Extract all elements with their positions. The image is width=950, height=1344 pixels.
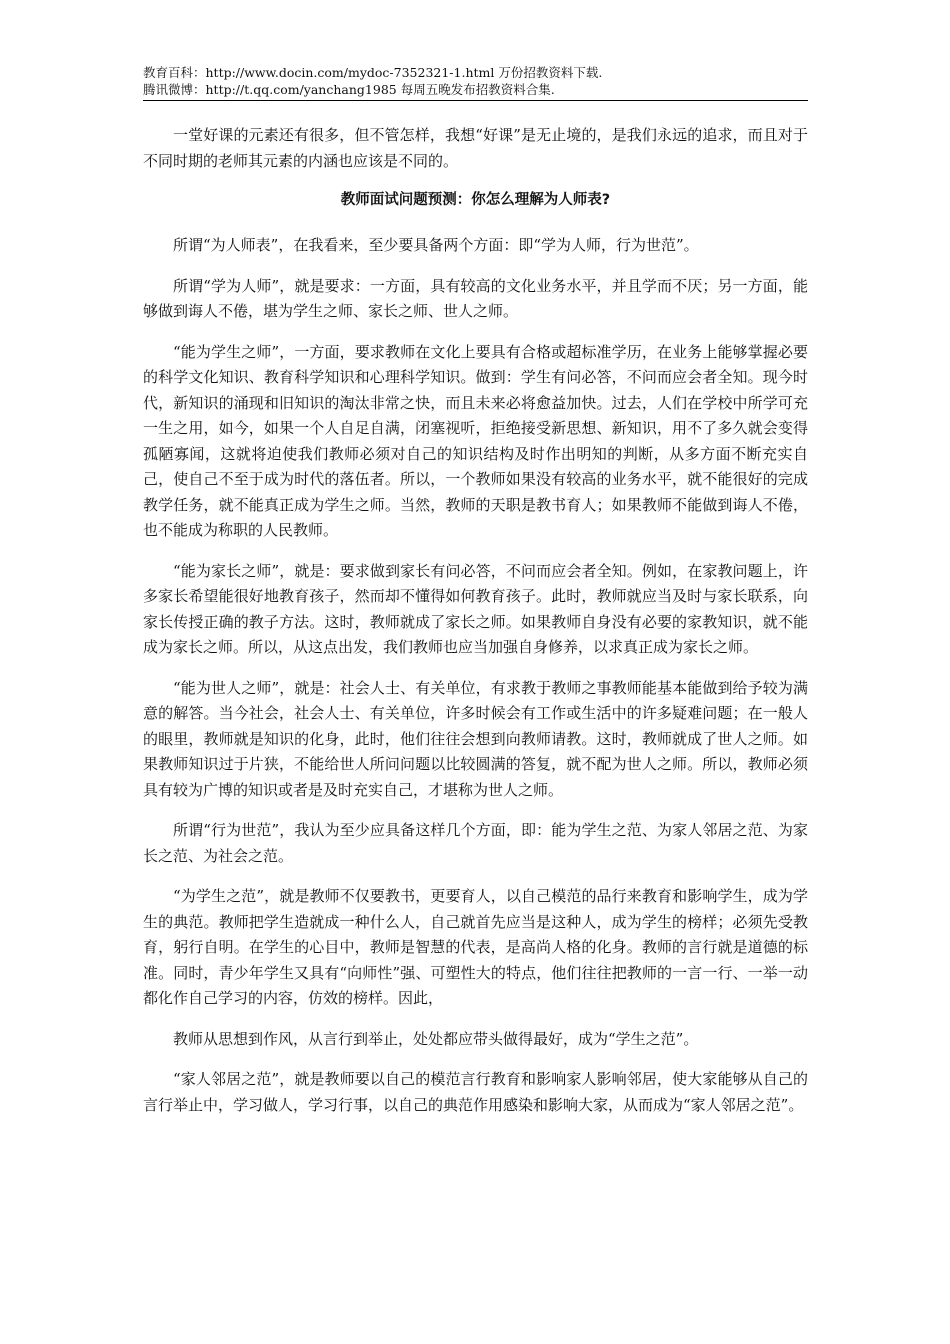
header-line-docin: 教育百科：http://www.docin.com/mydoc-7352321-1.html 万份招教资料下载.: [143, 65, 603, 80]
header-line-weibo: 腾讯微博：http://t.qq.com/yanchang1985 每周五晚发布招教资料合集.: [143, 82, 555, 97]
section-heading: 教师面试问题预测：你怎么理解为人师表?: [340, 192, 611, 208]
paragraph-definition: 所谓“为人师表”，在我看来，至少要具备两个方面：即“学为人师，行为世范”。: [173, 236, 699, 254]
intro-paragraph: 一堂好课的元素还有很多，但不管怎样，我想“好课”是无止境的，是我们永远的追求，而且对于不同时期的老师其元素的内涵也应该是不同的。: [143, 126, 808, 170]
paragraph-xue-wei-ren-shi: 所谓“学为人师”，就是要求：一方面，具有较高的文化业务水平，并且学而不厌；另一方面，能够做到诲人不倦，堪为学生之师、家长之师、世人之师。: [143, 276, 808, 320]
paragraph-lead-by-example: 教师从思想到作风，从言行到举止，处处都应带头做得最好，成为“学生之范”。: [173, 1029, 699, 1048]
paragraph-public-teacher: “能为世人之师”，就是：社会人士、有关单位，有求教于教师之事教师能基本能做到给予较为满意的解答。当今社会，社会人士、有关单位，许多时候会有工作或生活中的许多疑难问题；在一般人的眼里，教师就是知识的化身，此时，他们往往会想到向教师请教。这时，教师就成了世人之师。如果教师知识过于片狭，不能给世人所问问题以比较圆满的答复，就不配为世人之师。所以，教师必须具有较为广博的知识或者是及时充实自己，才堪称为世人之师。: [143, 678, 808, 799]
paragraph-family-neighbor-model: “家人邻居之范”，就是教师要以自己的模范言行教育和影响家人影响邻居，使大家能够从自己的言行举止中，学习做人，学习行事，以自己的典范作用感染和影响大家，从而成为“家人邻居之范”。: [143, 1070, 808, 1114]
paragraph-xing-wei-shi-fan: 所谓“行为世范”，我认为至少应具备这样几个方面，即：能为学生之范、为家人邻居之范、为家长之范、为社会之范。: [143, 821, 808, 865]
paragraph-student-model: “为学生之范”，就是教师不仅要教书，更要育人，以自己模范的品行来教育和影响学生，成为学生的典范。教师把学生造就成一种什么人，自己就首先应当是这种人，成为学生的榜样；必须先受教育，躬行自明。在学生的心目中，教师是智慧的代表，是高尚人格的化身。教师的言行就是道德的标准。同时，青少年学生又具有“向师性”强、可塑性大的特点，他们往往把教师的一言一行、一举一动都化作自己学习的内容，仿效的榜样。因此，: [143, 887, 808, 1007]
paragraph-parent-teacher: “能为家长之师”，就是：要求做到家长有问必答，不问而应会者全知。例如，在家教问题上，许多家长希望能很好地教育孩子，然而却不懂得如何教育孩子。此时，教师就应当及时与家长联系，向家长传授正确的教子方法。这时，教师就成了家长之师。如果教师自身没有必要的家教知识，就不能成为家长之师。所以，从这点出发，我们教师也应当加强自身修养，以求真正成为家长之师。: [143, 561, 808, 656]
paragraph-student-teacher: “能为学生之师”，一方面，要求教师在文化上要具有合格或超标准学历，在业务上能够掌握必要的科学文化知识、教育科学知识和心理科学知识。做到：学生有问必答，不问而应会者全知。现今时代，新知识的涌现和旧知识的淘汰非常之快，而且未来必将愈益加快。过去，人们在学校中所学可充一生之用，如今，如果一个人自足自满，闭塞视听，拒绝接受新思想、新知识，用不了多久就会变得孤陋寡闻，这就将迫使我们教师必须对自己的知识结构及时作出明知的判断，从多方面不断充实自己，使自己不至于成为时代的落伍者。所以，一个教师如果没有较高的业务水平，就不能很好的完成教学任务，就不能真正成为学生之师。当然，教师的天职是教书育人；如果教师不能做到诲人不倦，也不能成为称职的人民教师。: [143, 342, 808, 539]
document-body: [143, 123, 808, 1118]
page-header: [143, 64, 808, 101]
document-page: [143, 64, 808, 1133]
